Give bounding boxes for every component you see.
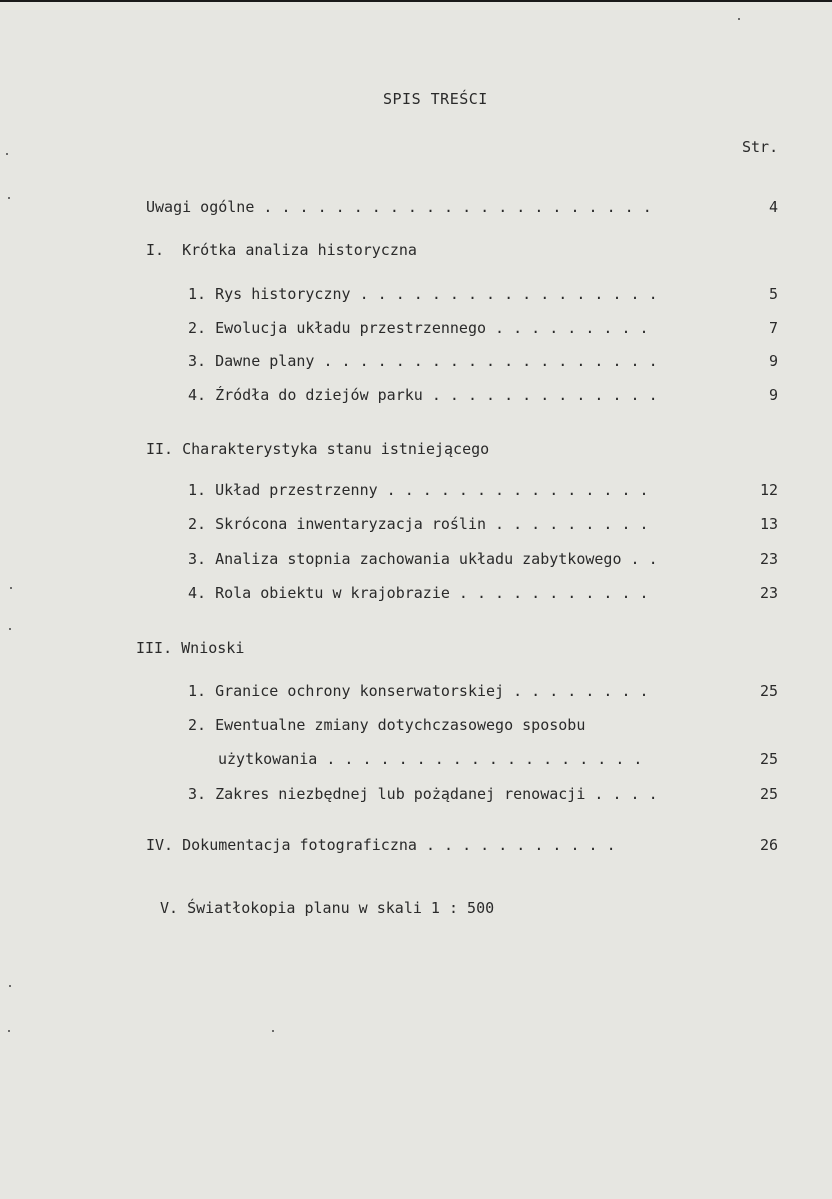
toc-section-heading: II. Charakterystyka stanu istniejącego bbox=[146, 440, 490, 458]
toc-page-number: 25 bbox=[759, 682, 778, 700]
toc-section-heading: I. Krótka analiza historyczna bbox=[146, 241, 417, 259]
scan-speck bbox=[10, 587, 12, 589]
toc-section-heading: IV. Dokumentacja fotograficzna . . . . . . . . . . . bbox=[146, 836, 616, 854]
toc-page-number: 26 bbox=[759, 836, 778, 854]
scan-speck bbox=[8, 197, 10, 199]
scan-speck bbox=[738, 18, 740, 20]
toc-entry: 1. Układ przestrzenny . . . . . . . . . . . . . . . bbox=[188, 481, 649, 499]
toc-entry: 4. Źródła do dziejów parku . . . . . . . . . . . . . bbox=[188, 386, 658, 404]
page-top-edge bbox=[0, 0, 832, 2]
page-column-label: Str. bbox=[742, 138, 779, 156]
toc-entry-uwagi: Uwagi ogólne . . . . . . . . . . . . . . . . . . . . . . bbox=[146, 198, 652, 216]
toc-entry: 3. Dawne plany . . . . . . . . . . . . . . . . . . . bbox=[188, 352, 658, 370]
toc-page-number: 25 bbox=[759, 750, 778, 768]
scan-speck bbox=[8, 1030, 10, 1032]
toc-entry: 1. Rys historyczny . . . . . . . . . . . . . . . . . bbox=[188, 285, 658, 303]
toc-page-number: 7 bbox=[768, 319, 778, 337]
toc-section-heading: V. Światłokopia planu w skali 1 : 500 bbox=[160, 899, 495, 917]
toc-page-number: 23 bbox=[759, 584, 778, 602]
toc-entry: 1. Granice ochrony konserwatorskiej . . . . . . . . bbox=[188, 682, 649, 700]
toc-section-heading: III. Wnioski bbox=[136, 639, 245, 657]
toc-page-number: 9 bbox=[768, 386, 778, 404]
scan-speck bbox=[272, 1030, 274, 1032]
toc-entry: 3. Analiza stopnia zachowania układu zabytkowego . . bbox=[188, 550, 658, 568]
scan-speck bbox=[9, 985, 11, 987]
toc-entry: 2. Ewentualne zmiany dotychczasowego sposobu bbox=[188, 716, 586, 734]
scan-speck bbox=[9, 628, 11, 630]
toc-entry: 2. Skrócona inwentaryzacja roślin . . . . . . . . . bbox=[188, 515, 649, 533]
toc-page-number: 23 bbox=[759, 550, 778, 568]
toc-page-number: 4 bbox=[768, 198, 778, 216]
toc-page-number: 12 bbox=[759, 481, 778, 499]
scan-speck bbox=[6, 153, 8, 155]
toc-entry-continuation: użytkowania . . . . . . . . . . . . . . . . . . bbox=[218, 750, 643, 768]
toc-entry: 2. Ewolucja układu przestrzennego . . . . . . . . . bbox=[188, 319, 649, 337]
toc-entry: 3. Zakres niezbędnej lub pożądanej renowacji . . . . bbox=[188, 785, 658, 803]
toc-page-number: 9 bbox=[768, 352, 778, 370]
toc-page-number: 5 bbox=[768, 285, 778, 303]
toc-page-number: 25 bbox=[759, 785, 778, 803]
toc-page-number: 13 bbox=[759, 515, 778, 533]
toc-entry: 4. Rola obiektu w krajobrazie . . . . . . . . . . . bbox=[188, 584, 649, 602]
page-title: SPIS TREŚCI bbox=[383, 90, 488, 108]
